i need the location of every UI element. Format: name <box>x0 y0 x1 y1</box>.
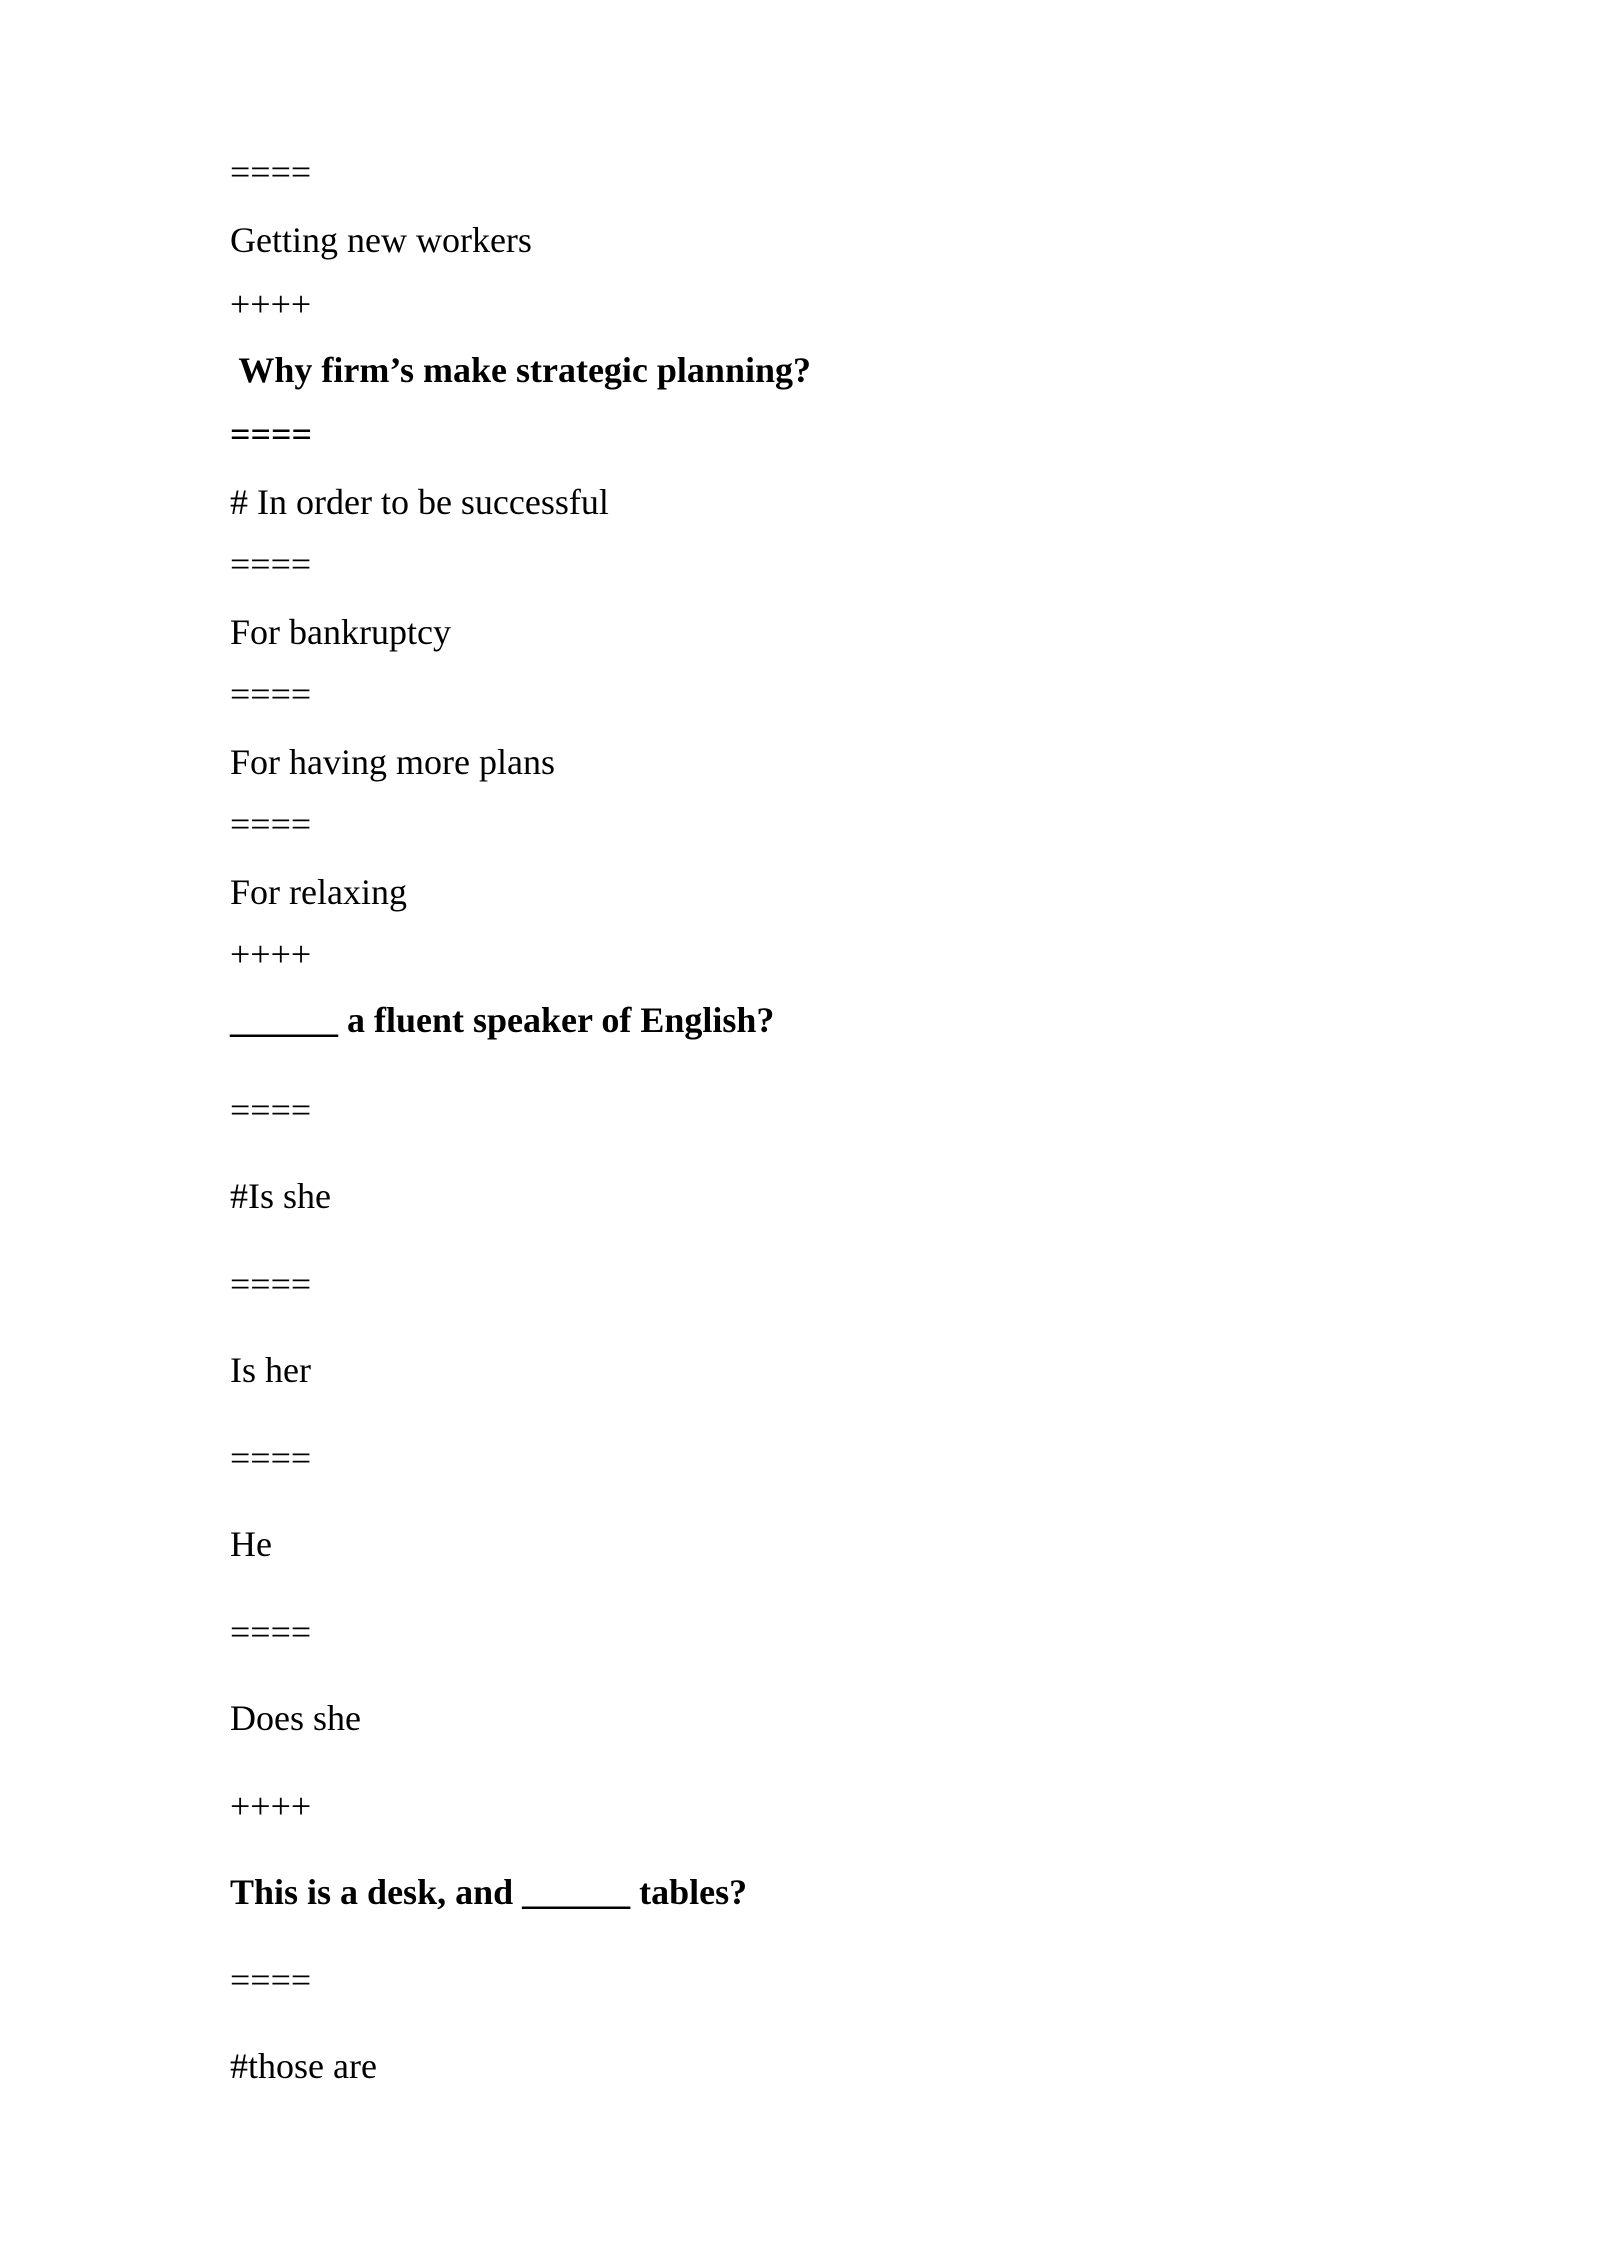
separator-line: ==== <box>230 804 312 844</box>
answer-option: Is her <box>230 1350 311 1390</box>
question-separator: ++++ <box>230 934 312 974</box>
question-text: Why firm’s make strategic planning? <box>230 350 811 390</box>
answer-option: Getting new workers <box>230 220 532 260</box>
separator-line: ==== <box>230 1438 312 1478</box>
question-text: This is a desk, and ______ tables? <box>230 1872 748 1912</box>
separator-line: ==== <box>230 544 312 584</box>
question-separator: ++++ <box>230 1786 312 1826</box>
answer-option: He <box>230 1524 272 1564</box>
question-text: ______ a fluent speaker of English? <box>230 1000 775 1040</box>
separator-line: ==== <box>230 1264 312 1304</box>
separator-line: ==== <box>230 1090 312 1130</box>
correct-answer-option: # In order to be successful <box>230 482 609 522</box>
separator-line: ==== <box>230 414 313 454</box>
separator-line: ==== <box>230 674 312 714</box>
answer-option: For bankruptcy <box>230 612 451 652</box>
separator-line: ==== <box>230 152 312 192</box>
answer-option: Does she <box>230 1698 361 1738</box>
correct-answer-option: #those are <box>230 2046 377 2086</box>
correct-answer-option: #Is she <box>230 1176 331 1216</box>
question-separator: ++++ <box>230 284 312 324</box>
separator-line: ==== <box>230 1960 312 2000</box>
separator-line: ==== <box>230 1612 312 1652</box>
answer-option: For relaxing <box>230 872 407 912</box>
answer-option: For having more plans <box>230 742 555 782</box>
